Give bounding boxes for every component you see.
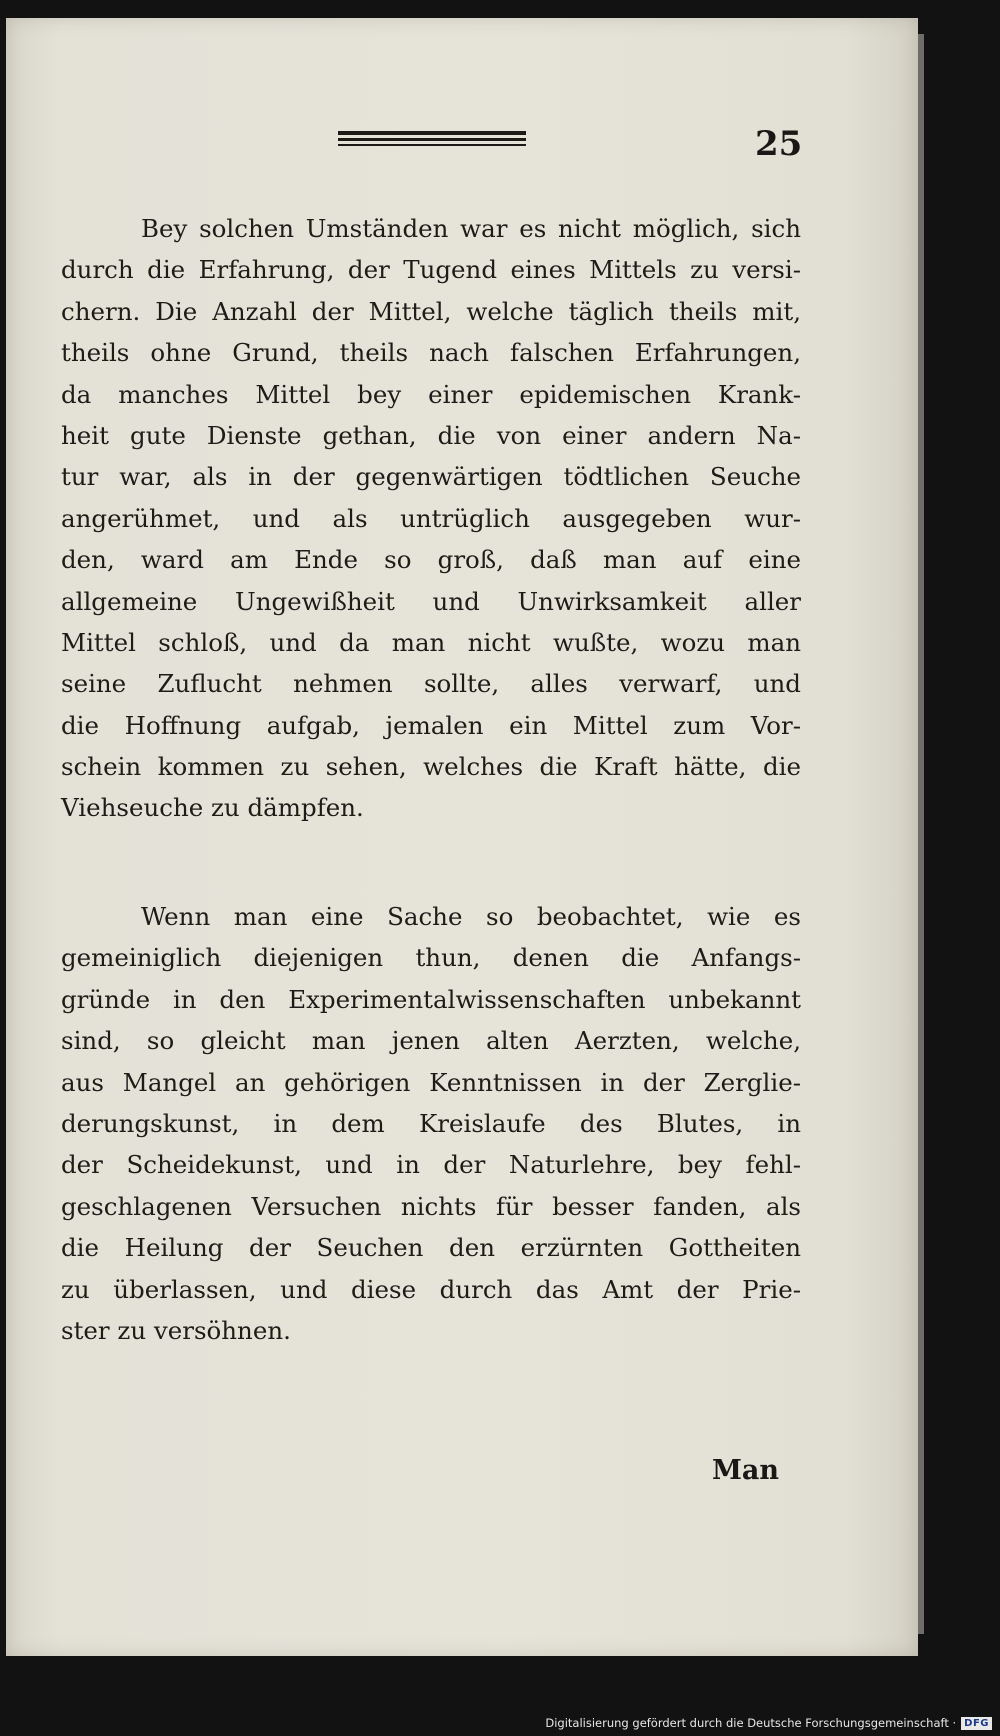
text-line: schein kommen zu sehen, welches die Kraft hätte, die xyxy=(61,752,801,782)
text-line: angerühmet, und als untrüglich ausgegeben wur- xyxy=(61,503,801,533)
text-line: durch die Erfahrung, der Tugend eines Mittels zu versi- xyxy=(61,255,801,285)
credit-text: Digitalisierung gefördert durch die Deutsche Forschungsgemeinschaft · xyxy=(545,1716,957,1730)
page-edge-shadow xyxy=(918,34,924,1634)
text-line: zu überlassen, und diese durch das Amt der Prie- xyxy=(61,1274,801,1304)
text-line: den, ward am Ende so groß, daß man auf eine xyxy=(61,545,801,575)
text-line: derungskunst, in dem Kreislaufe des Blutes, in xyxy=(61,1108,801,1138)
text-line: seine Zuflucht nehmen sollte, alles verwarf, und xyxy=(61,669,801,699)
paragraph-1 xyxy=(61,208,801,829)
text-line: chern. Die Anzahl der Mittel, welche täglich theils mit, xyxy=(61,296,801,326)
text-line: die Hoffnung aufgab, jemalen ein Mittel zum Vor- xyxy=(61,710,801,740)
page-number: 25 xyxy=(755,124,803,164)
text-line: gemeiniglich diejenigen thun, denen die Anfangs- xyxy=(61,943,801,973)
header-rule-line xyxy=(338,138,526,141)
text-line: da manches Mittel bey einer epidemischen Krank- xyxy=(61,379,801,409)
digitization-credit xyxy=(545,1716,992,1730)
paragraph-2 xyxy=(61,896,801,1351)
text-line: sind, so gleicht man jenen alten Aerzten, welche, xyxy=(61,1026,801,1056)
text-line: ster zu versöhnen. xyxy=(61,1315,291,1345)
header-rule-line xyxy=(338,144,526,146)
text-line: gründe in den Experimentalwissenschaften unbekannt xyxy=(61,984,801,1014)
text-line: heit gute Dienste gethan, die von einer andern Na- xyxy=(61,420,801,450)
dfg-logo-icon: DFG xyxy=(961,1717,992,1730)
header-rule xyxy=(338,128,526,150)
text-line: der Scheidekunst, und in der Naturlehre, bey fehl- xyxy=(61,1150,801,1180)
text-line: allgemeine Ungewißheit und Unwirksamkeit aller xyxy=(61,586,801,616)
catchword: Man xyxy=(712,1455,780,1486)
text-line: Bey solchen Umständen war es nicht möglich, sich xyxy=(141,214,801,243)
header-rule-line xyxy=(338,131,526,135)
text-line: theils ohne Grund, theils nach falschen Erfahrungen, xyxy=(61,338,801,368)
text-line: Wenn man eine Sache so beobachtet, wie es xyxy=(141,902,801,931)
text-line: aus Mangel an gehörigen Kenntnissen in der Zerglie- xyxy=(61,1067,801,1097)
text-line: Mittel schloß, und da man nicht wußte, wozu man xyxy=(61,627,801,657)
book-page xyxy=(6,18,918,1656)
text-line: geschlagenen Versuchen nichts für besser fanden, als xyxy=(61,1191,801,1221)
text-line: die Heilung der Seuchen den erzürnten Gottheiten xyxy=(61,1233,801,1263)
text-line: Viehseuche zu dämpfen. xyxy=(61,793,364,823)
text-line: tur war, als in der gegenwärtigen tödtlichen Seuche xyxy=(61,462,801,492)
